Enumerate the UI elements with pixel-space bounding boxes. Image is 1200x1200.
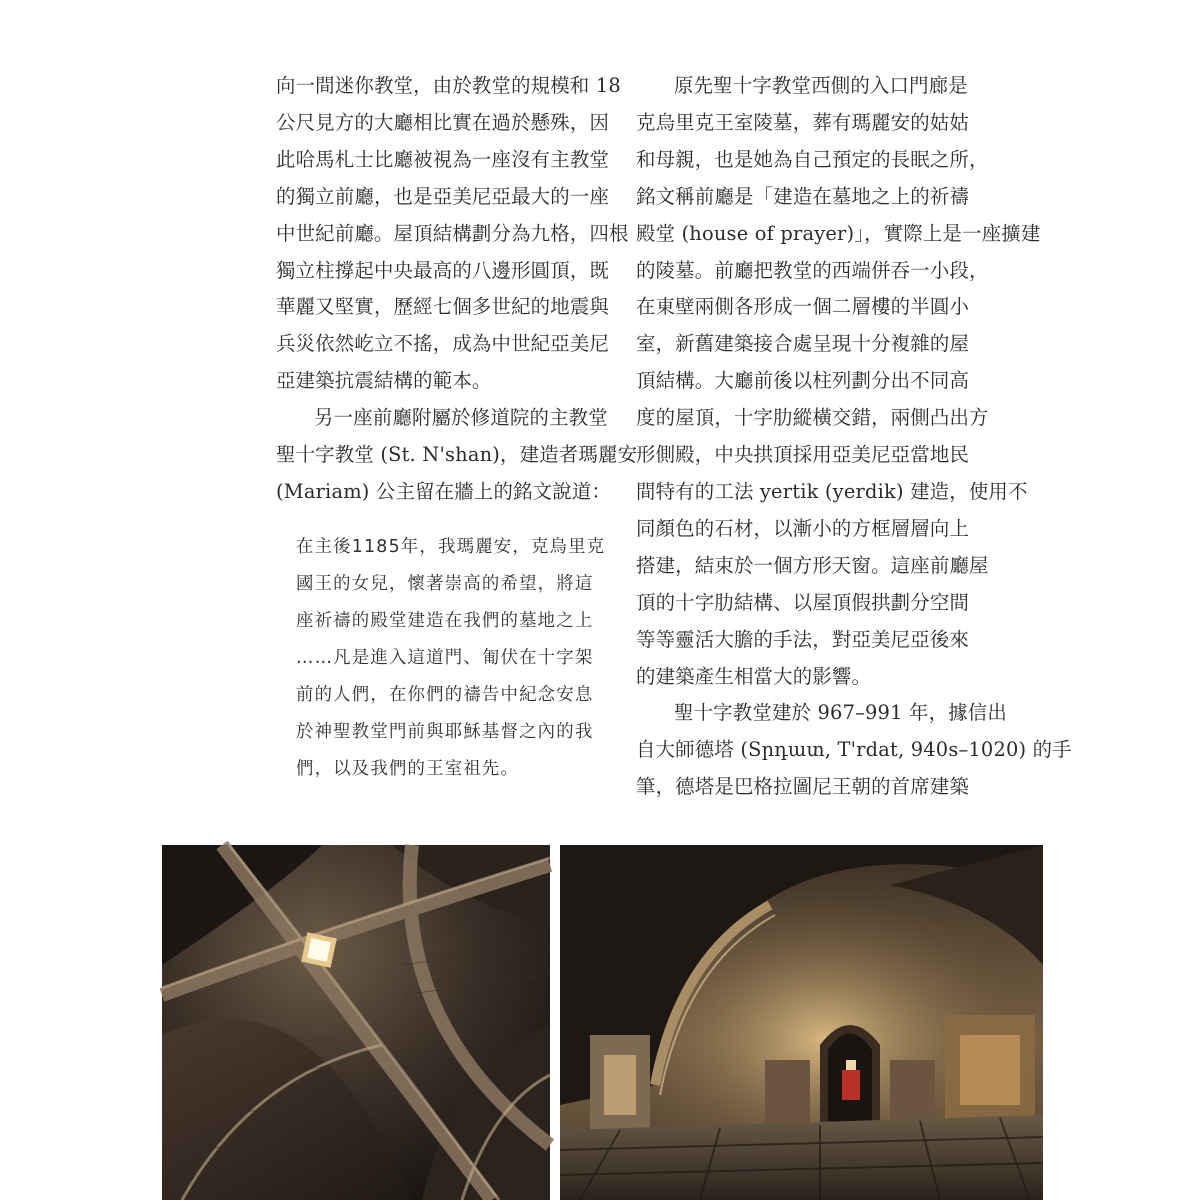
text-line: 此哈馬札士比廳被視為一座沒有主教堂 xyxy=(276,147,610,171)
quote-line: 們，以及我們的王室祖先。 xyxy=(296,758,520,779)
text-line: 華麗又堅實，歷經七個多世紀的地震與 xyxy=(276,295,610,319)
text-line: 形側殿，中央拱頂採用亞美尼亞當地民 xyxy=(636,443,970,467)
altar-light xyxy=(842,1070,860,1100)
text-line: 亞建築抗震結構的範本。 xyxy=(276,369,492,393)
text-line: 向一間迷你教堂，由於教堂的規模和 18 xyxy=(276,74,621,97)
text-line: 的獨立前廳，也是亞美尼亞最大的一座 xyxy=(276,184,610,208)
text-line: 中世紀前廳。屋頂結構劃分為九格，四根 xyxy=(276,221,629,245)
inscription-quote xyxy=(276,529,604,788)
text-line: 克烏里克王室陵墓，葬有瑪麗安的姑姑 xyxy=(636,110,970,134)
text-line: 同顏色的石材，以漸小的方框層層向上 xyxy=(636,516,970,540)
text-line: 和母親，也是她為自己預定的長眠之所， xyxy=(636,147,989,171)
text-line: 殿堂 (house of prayer)」，實際上是一座擴建 xyxy=(636,221,1041,245)
ceiling-vault-image xyxy=(162,845,550,1200)
ceiling-photo xyxy=(162,845,550,1200)
text-line: 的建築產生相當大的影響。 xyxy=(636,664,872,688)
quote-line: 前的人們，在你們的禱告中紀念安息 xyxy=(296,684,594,705)
text-line: 聖十字教堂 (St. N'shan)，建造者瑪麗安 xyxy=(276,443,638,467)
quote-line: ……凡是進入這道門、匍伏在十字架 xyxy=(296,647,594,668)
text-line: 另一座前廳附屬於修道院的主教堂 xyxy=(314,406,608,430)
text-line: (Mariam) 公主留在牆上的銘文說道： xyxy=(276,479,612,503)
quote-line: 於神聖教堂門前與耶穌基督之內的我 xyxy=(296,721,594,742)
right-text-column xyxy=(636,68,1072,806)
text-line: 兵災依然屹立不搖，成為中世紀亞美尼 xyxy=(276,332,610,356)
text-line: 原先聖十字教堂西側的入口門廊是 xyxy=(674,74,968,97)
text-line: 自大師德塔 (Sրդատ, T'rdat, 940s–1020) 的手 xyxy=(636,738,1072,762)
interior-photo xyxy=(560,845,1043,1200)
text-line: 公尺見方的大廳相比實在過於懸殊，因 xyxy=(276,110,610,134)
text-line: 室，新舊建築接合處呈現十分複雜的屋 xyxy=(636,332,970,356)
text-line: 間特有的工法 yertik (yerdik) 建造，使用不 xyxy=(636,479,1028,503)
right-paragraph-1 xyxy=(636,68,1041,695)
text-line: 聖十字教堂建於 967–991 年，據信出 xyxy=(674,701,1007,725)
text-line: 獨立柱撐起中央最高的八邊形圓頂，既 xyxy=(276,258,610,282)
text-line: 銘文稱前廳是「建造在墓地之上的祈禱 xyxy=(636,184,970,208)
text-line: 搭建，結束於一個方形天窗。這座前廳屋 xyxy=(636,553,989,577)
text-line: 筆，德塔是巴格拉圖尼王朝的首席建築 xyxy=(636,775,970,799)
text-line: 的陵墓。前廳把教堂的西端併吞一小段， xyxy=(636,258,989,282)
quote-line: 座祈禱的殿堂建造在我們的墓地之上 xyxy=(296,610,594,631)
left-paragraph-1 xyxy=(276,68,629,400)
church-interior-image xyxy=(560,845,1043,1200)
text-line: 等等靈活大膽的手法，對亞美尼亞後來 xyxy=(636,627,970,651)
text-line: 度的屋頂，十字肋縱橫交錯，兩側凸出方 xyxy=(636,406,989,430)
left-text-column xyxy=(276,68,638,788)
text-line: 在東壁兩側各形成一個二層樓的半圓小 xyxy=(636,295,970,319)
quote-line: 國王的女兒，懷著崇高的希望，將這 xyxy=(296,573,594,594)
right-paragraph-2 xyxy=(636,695,1072,806)
text-line: 頂結構。大廳前後以柱列劃分出不同高 xyxy=(636,369,970,393)
quote-line: 在主後1185年，我瑪麗安，克烏里克 xyxy=(296,536,606,557)
text-line: 頂的十字肋結構、以屋頂假拱劃分空間 xyxy=(636,590,970,614)
left-paragraph-2 xyxy=(276,400,638,511)
